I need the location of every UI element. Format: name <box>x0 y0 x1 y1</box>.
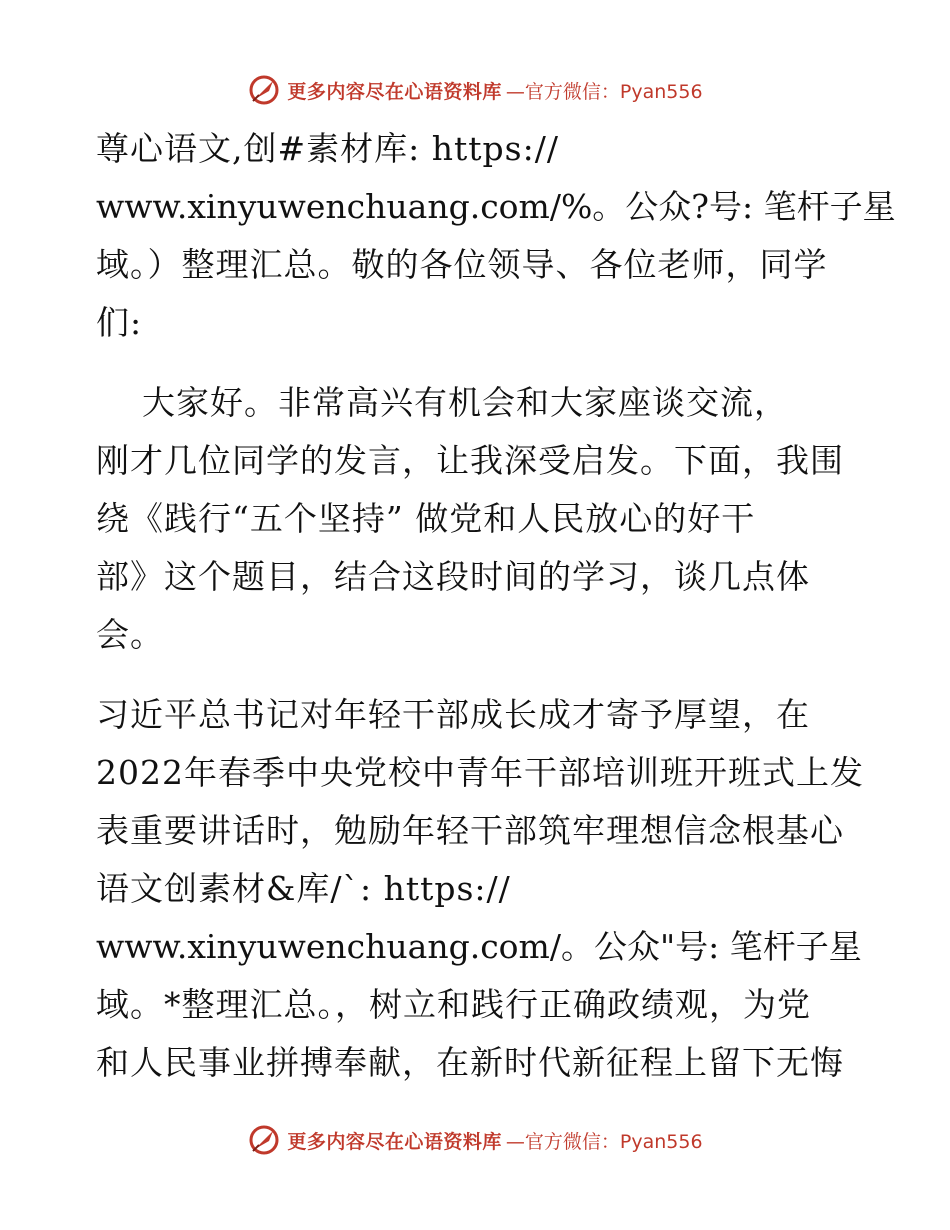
text-line: 域。）整理汇总。敬的各位领导、各位老师，同学 <box>96 245 828 284</box>
quill-logo-icon <box>247 1123 281 1157</box>
banner-text: 更多内容尽在心语资料库 <box>287 80 502 103</box>
text-line: 表重要讲话时，勉励年轻干部筑牢理想信念根基心 <box>96 811 844 850</box>
paragraph-1 <box>96 120 896 352</box>
quill-logo-icon <box>247 73 281 107</box>
text-line: 域。*整理汇总。，树立和践行正确政绩观，为党 <box>96 985 811 1024</box>
paragraph-3 <box>96 686 866 1092</box>
banner-contact: —官方微信：Pyan556 <box>505 80 703 103</box>
paragraph-2 <box>96 374 866 664</box>
text-line: www.xinyuwenchuang.com/。公众"号: 笔杆子星 <box>96 927 862 966</box>
text-line: 部》这个题目，结合这段时间的学习，谈几点体 <box>96 557 810 596</box>
text-line: www.xinyuwenchuang.com/%。公众?号: 笔杆子星 <box>96 187 896 226</box>
text-line: 和人民事业拼搏奉献，在新时代新征程上留下无悔 <box>96 1043 844 1082</box>
document-body <box>96 120 896 1092</box>
text-line: 们: <box>96 303 143 342</box>
text-line: 绕《践行“五个坚持” 做党和人民放心的好干 <box>96 499 756 538</box>
text-line: 尊心语文,创#素材库: https:// <box>96 129 559 168</box>
text-line: 会。 <box>96 615 164 654</box>
footer-banner <box>0 1120 950 1160</box>
text-line: 习近平总书记对年轻干部成长成才寄予厚望，在 <box>96 695 810 734</box>
header-banner <box>0 70 950 110</box>
text-line: 2022年春季中央党校中青年干部培训班开班式上发 <box>96 753 864 792</box>
text-line: 语文创素材&库/`: https:// <box>96 869 511 908</box>
banner-contact: —官方微信：Pyan556 <box>505 1130 703 1153</box>
text-line: 大家好。非常高兴有机会和大家座谈交流， <box>96 383 788 422</box>
text-line: 刚才几位同学的发言，让我深受启发。下面，我围 <box>96 441 844 480</box>
banner-text: 更多内容尽在心语资料库 <box>287 1130 502 1153</box>
